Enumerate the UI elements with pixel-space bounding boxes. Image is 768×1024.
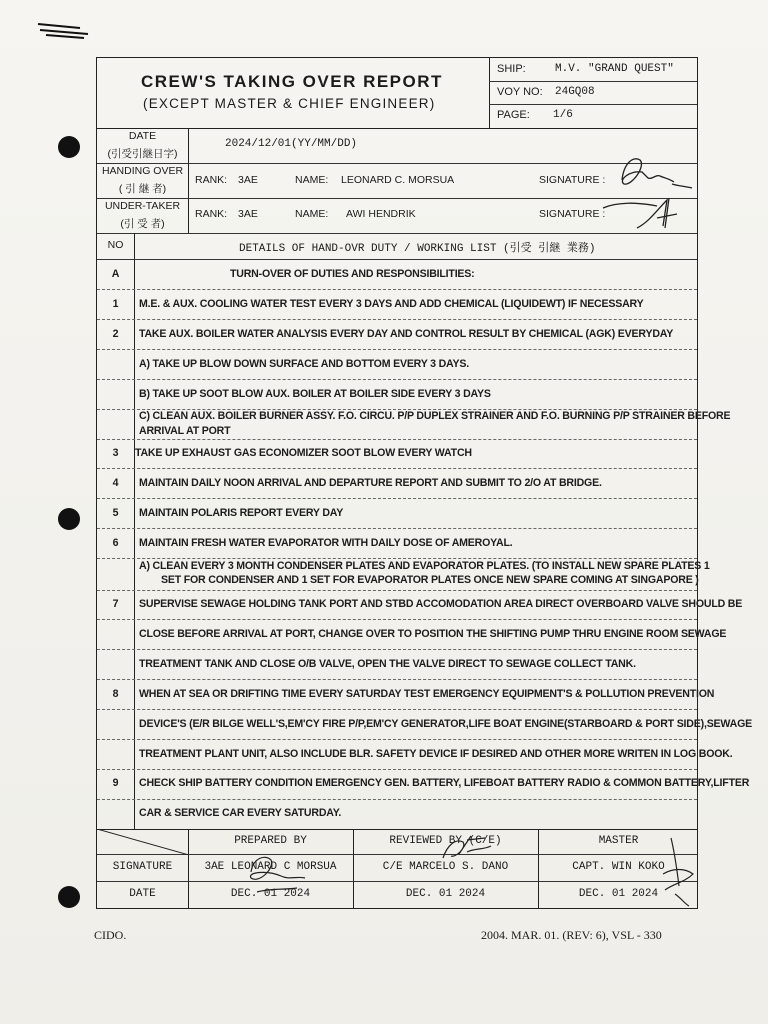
row-text: WHEN AT SEA OR DRIFTING TIME EVERY SATURDAY TEST EMERGENCY EQUIPMENT'S & POLLUTION PREVENTION xyxy=(139,688,715,700)
page-value: 1/6 xyxy=(553,109,573,121)
row-text: TAKE AUX. BOILER WATER ANALYSIS EVERY DAY AND CONTROL RESULT BY CHEMICAL (AGK) EVERYDAY xyxy=(139,328,674,340)
date-label-jp: (引受引継日字) xyxy=(107,148,178,160)
prepared-date: DEC. 01 2024 xyxy=(230,888,311,900)
handing-name-value: LEONARD C. MORSUA xyxy=(341,174,455,186)
row-text: CAR & SERVICE CAR EVERY SATURDAY. xyxy=(139,807,342,819)
row-text: CHECK SHIP BATTERY CONDITION EMERGENCY GEN. BATTERY, LIFEBOAT BATTERY RADIO & COMMON BATTERY,LIFTER xyxy=(139,777,750,789)
row-number: 7 xyxy=(112,598,119,610)
master-signature xyxy=(645,834,699,910)
under-rank-value: 3AE xyxy=(238,208,258,220)
master-header: MASTER xyxy=(598,835,639,847)
row-number: 8 xyxy=(112,688,119,700)
under-taker-signature xyxy=(597,188,697,243)
row-number: A xyxy=(111,268,120,280)
date-label: DATE xyxy=(128,130,157,142)
handing-signature-label: SIGNATURE : xyxy=(539,174,606,186)
master-date: DEC. 01 2024 xyxy=(578,888,659,900)
page-label: PAGE: xyxy=(497,109,530,121)
master-name: CAPT. WIN KOKO xyxy=(572,861,665,873)
handing-over-label-jp: ( 引 継 者) xyxy=(118,183,167,195)
row-number: 9 xyxy=(112,777,119,789)
under-taker-label: UNDER-TAKER xyxy=(104,200,181,212)
date-row-label: DATE xyxy=(129,888,156,900)
row-text: MAINTAIN DAILY NOON ARRIVAL AND DEPARTURE REPORT AND SUBMIT TO 2/O AT BRIDGE. xyxy=(139,477,602,489)
row-text: DEVICE'S (E/R BILGE WELL'S,EM'CY FIRE P/P,EM'CY GENERATOR,LIFE BOAT ENGINE(STARBOARD & PORT SIDE),SEWAGE xyxy=(139,718,752,730)
row-text: TAKE UP EXHAUST GAS ECONOMIZER SOOT BLOW EVERY WATCH xyxy=(135,447,472,459)
report-subtitle: (EXCEPT MASTER & CHIEF ENGINEER) xyxy=(143,96,436,111)
handing-name-label: NAME: xyxy=(295,174,329,186)
ship-value: M.V. "GRAND QUEST" xyxy=(555,63,674,75)
row-text: TREATMENT TANK AND CLOSE O/B VALVE, OPEN THE VALVE DIRECT TO SEWAGE COLLECT TANK. xyxy=(139,658,636,670)
row-text-continued: SET FOR CONDENSER AND 1 SET FOR EVAPORATOR PLATES ONCE NEW SPARE COMING AT SINGAPORE ) xyxy=(161,574,699,586)
details-column-header: DETAILS OF HAND-OVR DUTY / WORKING LIST (引受 引継 業務) xyxy=(239,243,596,255)
ship-label: SHIP: xyxy=(497,63,526,75)
prepared-by-header: PREPARED BY xyxy=(234,835,307,847)
under-name-value: AWI HENDRIK xyxy=(346,208,416,220)
row-text: B) TAKE UP SOOT BLOW AUX. BOILER AT BOILER SIDE EVERY 3 DAYS xyxy=(139,388,491,400)
punch-hole xyxy=(58,886,80,908)
row-text: A) CLEAN EVERY 3 MONTH CONDENSER PLATES AND EVAPORATOR PLATES. (TO INSTALL NEW SPARE PLATES 1 xyxy=(139,560,710,572)
voy-value: 24GQ08 xyxy=(555,86,595,98)
row-number: 6 xyxy=(112,537,119,549)
signature-row-label: SIGNATURE xyxy=(112,861,173,873)
prepared-name: 3AE LEONARD C MORSUA xyxy=(204,861,337,873)
row-number: 4 xyxy=(112,477,119,489)
punch-hole xyxy=(58,136,80,158)
under-rank-label: RANK: xyxy=(195,208,228,220)
pen-mark xyxy=(36,18,96,40)
reviewed-name: C/E MARCELO S. DANO xyxy=(382,861,509,873)
reviewed-by-header: REVIEWED BY (C/E) xyxy=(389,835,502,847)
row-number: 5 xyxy=(112,507,119,519)
row-number: 2 xyxy=(112,328,119,340)
date-value: 2024/12/01(YY/MM/DD) xyxy=(225,138,358,150)
row-text: CLOSE BEFORE ARRIVAL AT PORT, CHANGE OVER TO POSITION THE SHIFTING PUMP THRU ENGINE ROOM SEWAGE xyxy=(139,628,727,640)
row-text: SUPERVISE SEWAGE HOLDING TANK PORT AND STBD ACCOMODATION AREA DIRECT OVERBOARD VALVE SHOULD BE xyxy=(139,598,743,610)
row-number: 1 xyxy=(112,298,119,310)
row-text: TREATMENT PLANT UNIT, ALSO INCLUDE BLR. SAFETY DEVICE IF DESIRED AND OTHER MORE WRITEN IN LOG BOOK. xyxy=(139,748,733,760)
row-text: A) TAKE UP BLOW DOWN SURFACE AND BOTTOM EVERY 3 DAYS. xyxy=(139,358,469,370)
handing-rank-value: 3AE xyxy=(238,174,258,186)
row-text: MAINTAIN POLARIS REPORT EVERY DAY xyxy=(139,507,344,519)
prepared-by-signature xyxy=(237,848,317,904)
footer-right: 2004. MAR. 01. (REV: 6), VSL - 330 xyxy=(481,928,662,942)
report-frame xyxy=(96,57,752,909)
row-text-continued: ARRIVAL AT PORT xyxy=(139,425,231,437)
under-signature-label: SIGNATURE : xyxy=(539,208,606,220)
handing-over-label: HANDING OVER xyxy=(101,165,184,177)
no-column-header: NO xyxy=(107,239,124,251)
row-text: MAINTAIN FRESH WATER EVAPORATOR WITH DAILY DOSE OF AMEROYAL. xyxy=(139,537,513,549)
under-taker-label-jp: (引 受 者) xyxy=(120,218,165,230)
reviewed-by-signature xyxy=(437,828,497,868)
under-name-label: NAME: xyxy=(295,208,329,220)
row-number: 3 xyxy=(112,447,119,459)
row-text: TURN-OVER OF DUTIES AND RESPONSIBILITIES: xyxy=(230,268,475,280)
handing-rank-label: RANK: xyxy=(195,174,228,186)
punch-hole xyxy=(58,508,80,530)
voy-label: VOY NO: xyxy=(497,86,543,98)
row-text: M.E. & AUX. COOLING WATER TEST EVERY 3 DAYS AND ADD CHEMICAL (LIQUIDEWT) IF NECESSARY xyxy=(139,298,644,310)
footer-left: CIDO. xyxy=(94,928,127,942)
report-title: CREW'S TAKING OVER REPORT xyxy=(141,72,443,91)
diagonal-divider xyxy=(97,829,189,855)
row-text: C) CLEAN AUX. BOILER BURNER ASSY. F.O. CIRCU. P/P DUPLEX STRAINER AND F.O. BURNING P/P STRAINER BEFORE xyxy=(139,410,731,422)
reviewed-date: DEC. 01 2024 xyxy=(405,888,486,900)
